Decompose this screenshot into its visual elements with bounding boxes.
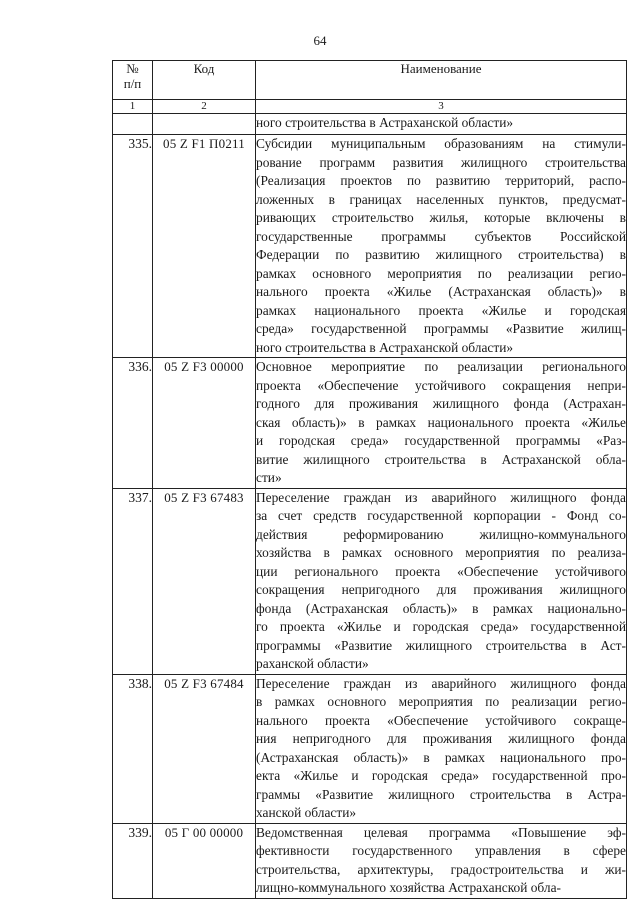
table-row bbox=[113, 674, 627, 823]
table-row bbox=[113, 488, 627, 674]
row-name-line: ния непригодного для проживания жилищного фонда bbox=[256, 731, 626, 746]
row-name-line: нального проекта «Жилье (Астраханская область)» в bbox=[256, 284, 626, 299]
row-name-line: Ведомственная целевая программа «Повышение эф- bbox=[256, 824, 626, 840]
row-name-line: ции регионального проекта «Обеспечение устойчивого bbox=[256, 563, 626, 579]
page-number: 64 bbox=[313, 33, 327, 48]
table-row bbox=[113, 823, 627, 898]
row-name-line: ханской области» bbox=[256, 805, 357, 820]
row-code: 05 Z F1 П0211 bbox=[153, 135, 256, 358]
row-name-line: рамках основного мероприятия по реализации регио- bbox=[256, 265, 626, 281]
row-name-line: ного строительства в Астраханской области» bbox=[256, 339, 514, 355]
row-name-line: граммы «Развитие жилищного строительства в Астра- bbox=[256, 786, 626, 802]
row-name-line: (Астраханская область)» в рамках национального про- bbox=[256, 749, 626, 765]
row-name-line: действия реформированию жилищно-коммунального bbox=[256, 526, 626, 542]
row-name-line: рамках национального проекта «Жилье и городская bbox=[256, 302, 626, 318]
row-name-line: сокращения непригодного для проживания жилищного bbox=[256, 582, 626, 597]
row-name bbox=[256, 674, 627, 823]
row-name-line: лищно-коммунального хозяйства Астраханской обла- bbox=[256, 880, 561, 895]
continuation-row bbox=[113, 114, 627, 135]
row-name-line: фонда (Астраханская область)» в рамках национально- bbox=[256, 600, 626, 616]
row-name-line: среда» государственной программы «Развитие жилищ- bbox=[256, 321, 626, 336]
row-name-line: за счет средств государственной корпорации - Фонд со- bbox=[256, 508, 626, 523]
row-name-line: в рамках основного мероприятия по реализации регио- bbox=[256, 694, 626, 709]
row-name-line: фективности государственного управления в сфере bbox=[256, 843, 626, 858]
row-name-line: рование программ развития жилищного строительства bbox=[256, 154, 626, 170]
row-name-line: годного для проживания жилищного фонда (Астрахан- bbox=[256, 396, 626, 411]
column-index-row bbox=[113, 100, 627, 114]
row-number: 335. bbox=[113, 135, 153, 358]
table-row bbox=[113, 358, 627, 489]
row-name-line: ривающих строительство жилья, которые включены в bbox=[256, 210, 626, 225]
row-name-line: хозяйства в рамках основного мероприятия по реализа- bbox=[256, 545, 626, 560]
row-name-line: и городская среда» государственной программы «Раз- bbox=[256, 433, 626, 448]
row-name-line: ложенных в границах населенных пунктов, предусмат- bbox=[256, 191, 626, 207]
row-name-line: го проекта «Жилье и городская среда» государственной bbox=[256, 619, 626, 634]
row-name-line: строительства, архитектуры, градостроительства и жи- bbox=[256, 861, 626, 877]
row-number: 337. bbox=[113, 488, 153, 674]
row-name bbox=[256, 135, 627, 358]
row-code: 05 Z F3 67483 bbox=[153, 488, 256, 674]
column-index-1: 1 bbox=[113, 100, 153, 114]
row-name bbox=[256, 488, 627, 674]
row-name bbox=[256, 823, 627, 898]
column-index-2: 2 bbox=[153, 100, 256, 114]
row-code: 05 Г 00 00000 bbox=[153, 823, 256, 898]
row-name-line: Переселение граждан из аварийного жилищного фонда bbox=[256, 489, 626, 505]
row-name-line: государственные программы субъектов Российской bbox=[256, 228, 626, 244]
program-code-table bbox=[112, 60, 627, 899]
row-name-line: витие жилищного строительства в Астраханской обла- bbox=[256, 451, 626, 467]
row-name-line: проекта «Обеспечение устойчивого сокращения непри- bbox=[256, 377, 626, 393]
row-name-line: (Реализация проектов по развитию территорий, распо- bbox=[256, 173, 626, 188]
header-number-sign: № bbox=[126, 61, 139, 76]
row-name-line: раханской области» bbox=[256, 656, 369, 671]
header-number-abbr: п/п bbox=[123, 76, 142, 91]
table-row bbox=[113, 135, 627, 358]
row-number: 338. bbox=[113, 674, 153, 823]
row-name-line: нального проекта «Обеспечение устойчивого сокраще- bbox=[256, 712, 626, 728]
row-code: 05 Z F3 00000 bbox=[153, 358, 256, 489]
header-name: Наименование bbox=[256, 61, 627, 100]
row-name-line: Основное мероприятие по реализации регионального bbox=[256, 359, 626, 374]
row-number: 336. bbox=[113, 358, 153, 489]
row-name-line: Субсидии муниципальным образованиям на стимули- bbox=[256, 136, 626, 151]
row-name-line: Переселение граждан из аварийного жилищного фонда bbox=[256, 675, 626, 691]
header-number bbox=[113, 61, 153, 100]
row-name-line: Федерации по развитию жилищного строительства) в bbox=[256, 247, 626, 262]
row-name bbox=[256, 358, 627, 489]
row-number: 339. bbox=[113, 823, 153, 898]
column-index-3: 3 bbox=[256, 100, 627, 114]
row-name-line: ская область)» в рамках национального проекта «Жилье bbox=[256, 414, 626, 430]
row-name-line: екта «Жилье и городская среда» государственной про- bbox=[256, 768, 626, 783]
row-code: 05 Z F3 67484 bbox=[153, 674, 256, 823]
row-name-line: сти» bbox=[256, 470, 282, 485]
continuation-text: ного строительства в Астраханской области» bbox=[256, 114, 627, 135]
row-name-line: программы «Развитие жилищного строительства в Аст- bbox=[256, 637, 626, 653]
table-header-row bbox=[113, 61, 627, 100]
header-code: Код bbox=[153, 61, 256, 100]
